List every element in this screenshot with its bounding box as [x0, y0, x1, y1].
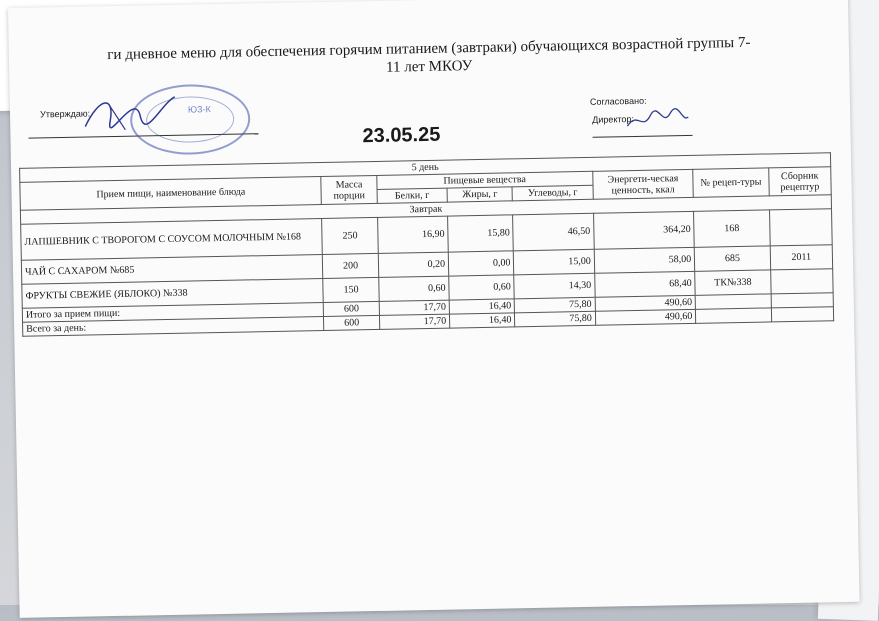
total-empty-collection [771, 307, 834, 322]
cell-dish: ЛАПШЕВНИК С ТВОРОГОМ С СОУСОМ МОЛОЧНЫМ №168 [21, 219, 323, 261]
document-date: 23.05.25 [362, 123, 441, 148]
header-collection: Сборник рецептур [768, 167, 831, 196]
cell-protein: 0,60 [378, 276, 449, 301]
header-carbs: Углеводы, г [512, 185, 593, 201]
subtotal-energy: 490,60 [595, 295, 696, 311]
cell-carbs: 46,50 [513, 213, 594, 251]
cell-collection: 2011 [770, 245, 833, 270]
document-title [49, 33, 810, 84]
cell-mass: 200 [323, 253, 379, 278]
total-protein: 17,70 [379, 314, 450, 329]
cell-recipe: 685 [695, 246, 771, 271]
cell-energy: 364,20 [593, 211, 694, 249]
subtotal-carbs: 75,80 [515, 297, 596, 313]
header-fat: Жиры, г [447, 187, 513, 202]
cell-collection [770, 269, 833, 294]
header-nutrients: Пищевые вещества [377, 171, 593, 189]
total-fat: 16,40 [450, 313, 516, 328]
title-line-2: 11 лет МКОУ [385, 58, 473, 76]
menu-table [19, 152, 834, 337]
cell-dish: ФРУКТЫ СВЕЖИЕ (ЯБЛОКО) №338 [22, 278, 324, 308]
header-protein: Белки, г [377, 188, 448, 203]
cell-energy: 58,00 [594, 247, 695, 273]
cell-collection [769, 209, 832, 246]
title-line-1: ги дневное меню для обеспечения горячим питанием (завтраки) обучающихся возрастной группы 7- [107, 34, 751, 64]
director-label: Директор: [592, 114, 635, 125]
section-breakfast: Завтрак [20, 195, 831, 225]
menu-document [8, 0, 860, 618]
director-signature [622, 105, 693, 136]
total-empty-recipe [696, 308, 772, 323]
total-carbs: 75,80 [515, 311, 596, 327]
cell-fat: 15,80 [448, 215, 514, 252]
day-label: 5 день [20, 153, 831, 183]
subtotal-fat: 16,40 [449, 299, 515, 314]
header-dish: Прием пищи, наименование блюда [20, 177, 322, 211]
header-mass: Масса порции [321, 175, 377, 204]
cell-fat: 0,60 [449, 275, 515, 300]
cell-carbs: 14,30 [514, 273, 595, 299]
cell-protein: 16,90 [377, 216, 448, 253]
header-recipe-no: № рецеп-туры [693, 168, 769, 197]
cell-recipe: ТК№338 [695, 270, 771, 295]
total-energy: 490,60 [595, 309, 696, 325]
cell-energy: 68,40 [594, 271, 695, 297]
total-label: Всего за день: [23, 316, 325, 336]
agreed-label: Согласовано: [589, 95, 647, 107]
header-energy: Энергети-ческая ценность, ккал [593, 169, 694, 199]
approve-signature [80, 85, 181, 137]
cell-mass: 250 [322, 217, 378, 254]
total-mass: 600 [324, 315, 380, 330]
subtotal-protein: 17,70 [379, 300, 450, 315]
cell-mass: 150 [323, 277, 379, 302]
subtotal-label: Итого за прием пищи: [22, 302, 324, 322]
subtotal-empty-recipe [695, 294, 771, 309]
approve-label: Утверждаю: [39, 108, 91, 120]
stamp-text: ЮЗ-К [187, 104, 211, 115]
cell-protein: 0,20 [378, 252, 449, 277]
subtotal-empty-collection [771, 293, 834, 308]
cell-dish: ЧАЙ С САХАРОМ №685 [21, 255, 323, 285]
cell-fat: 0,00 [448, 251, 514, 276]
cell-carbs: 15,00 [514, 249, 595, 275]
cell-recipe: 168 [694, 210, 770, 247]
subtotal-mass: 600 [324, 301, 380, 316]
